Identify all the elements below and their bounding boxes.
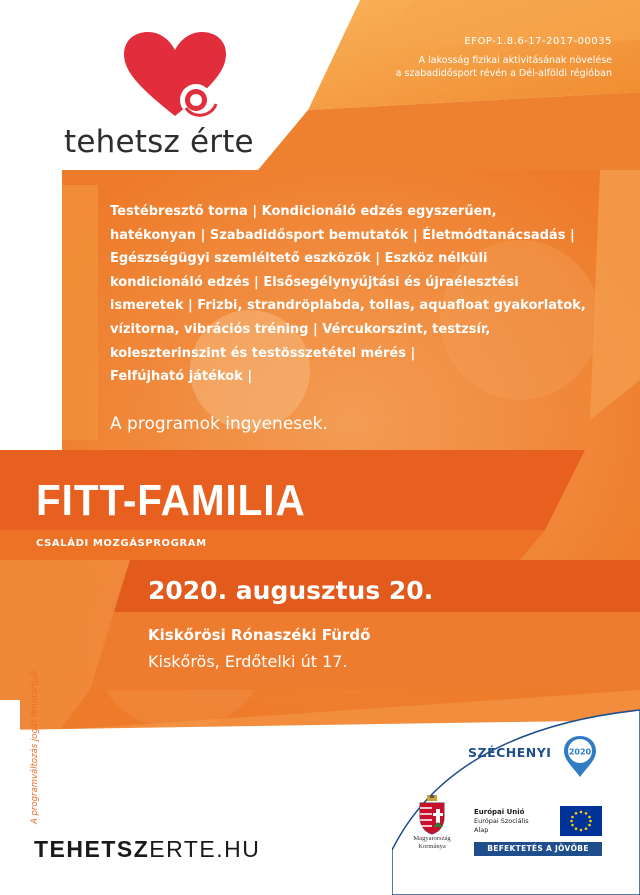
- disclaimer-text: A programváltozás jogát fenntartjuk.: [30, 667, 40, 824]
- eu-line: Alap: [474, 826, 489, 834]
- program-list: [110, 200, 610, 389]
- invest-in-future-banner: BEFEKTETÉS A JÖVŐBE: [474, 842, 602, 856]
- project-description-line: A lakosság fizikai aktivitásának növelése: [418, 55, 612, 66]
- szechenyi-label: SZÉCHENYI: [468, 745, 552, 760]
- heart-target-icon: [120, 28, 230, 123]
- program-line: vízitorna, vibrációs tréning | Vércukorszint, testzsír,: [110, 321, 491, 337]
- hungarian-government-line: Magyarország: [413, 835, 451, 842]
- venue-name: Kiskőrösi Rónaszéki Fürdő: [148, 626, 371, 644]
- program-line: koleszterinszint és testösszetétel mérés |: [110, 345, 416, 361]
- program-line: ismeretek | Frizbi, strandröplabda, tollas, aquafloat gyakorlatok,: [110, 298, 586, 314]
- program-line: Testébresztő torna | Kondicionáló edzés egyszerűen,: [110, 204, 497, 219]
- szechenyi-2020-icon: [562, 734, 598, 778]
- program-line: Felfújható játékok |: [110, 369, 253, 385]
- website-url[interactable]: [34, 836, 260, 863]
- eu-label: [474, 808, 529, 835]
- program-line: Egészségügyi szemléltető eszközök | Eszköz nélküli: [110, 251, 488, 267]
- brand-name: tehetsz érte: [64, 124, 254, 160]
- eu-line: Európai Unió: [474, 808, 525, 816]
- hungary-coat-of-arms-icon: [414, 795, 450, 835]
- project-code: EFOP-1.8.6-17-2017-00035: [464, 36, 612, 47]
- program-line: hatékonyan | Szabadidősport bemutatók | Életmódtanácsadás |: [110, 227, 575, 243]
- project-description-line: a szabadidősport révén a Dél-alföldi régióban: [395, 68, 612, 79]
- eu-flag-icon: [560, 806, 602, 836]
- hungarian-government-line: Kormánya: [418, 843, 446, 850]
- free-admission-note: A programok ingyenesek.: [110, 414, 328, 434]
- event-title: FITT-FAMILIA: [36, 476, 306, 525]
- project-description: [312, 54, 612, 80]
- szechenyi-year: 2020: [568, 747, 592, 757]
- website-url-rest: ERTE.HU: [149, 836, 261, 862]
- event-subtitle: CSALÁDI MOZGÁSPROGRAM: [36, 538, 207, 549]
- event-date: 2020. augusztus 20.: [148, 576, 434, 605]
- venue-address: Kiskőrös, Erdőtelki út 17.: [148, 652, 348, 671]
- hungarian-government-label: [402, 835, 462, 851]
- website-url-bold: TEHETSZ: [34, 836, 150, 862]
- eu-line: Európai Szociális: [474, 817, 529, 825]
- program-line: kondicionáló edzés | Elsősegélynyújtási és újraélesztési: [110, 274, 519, 290]
